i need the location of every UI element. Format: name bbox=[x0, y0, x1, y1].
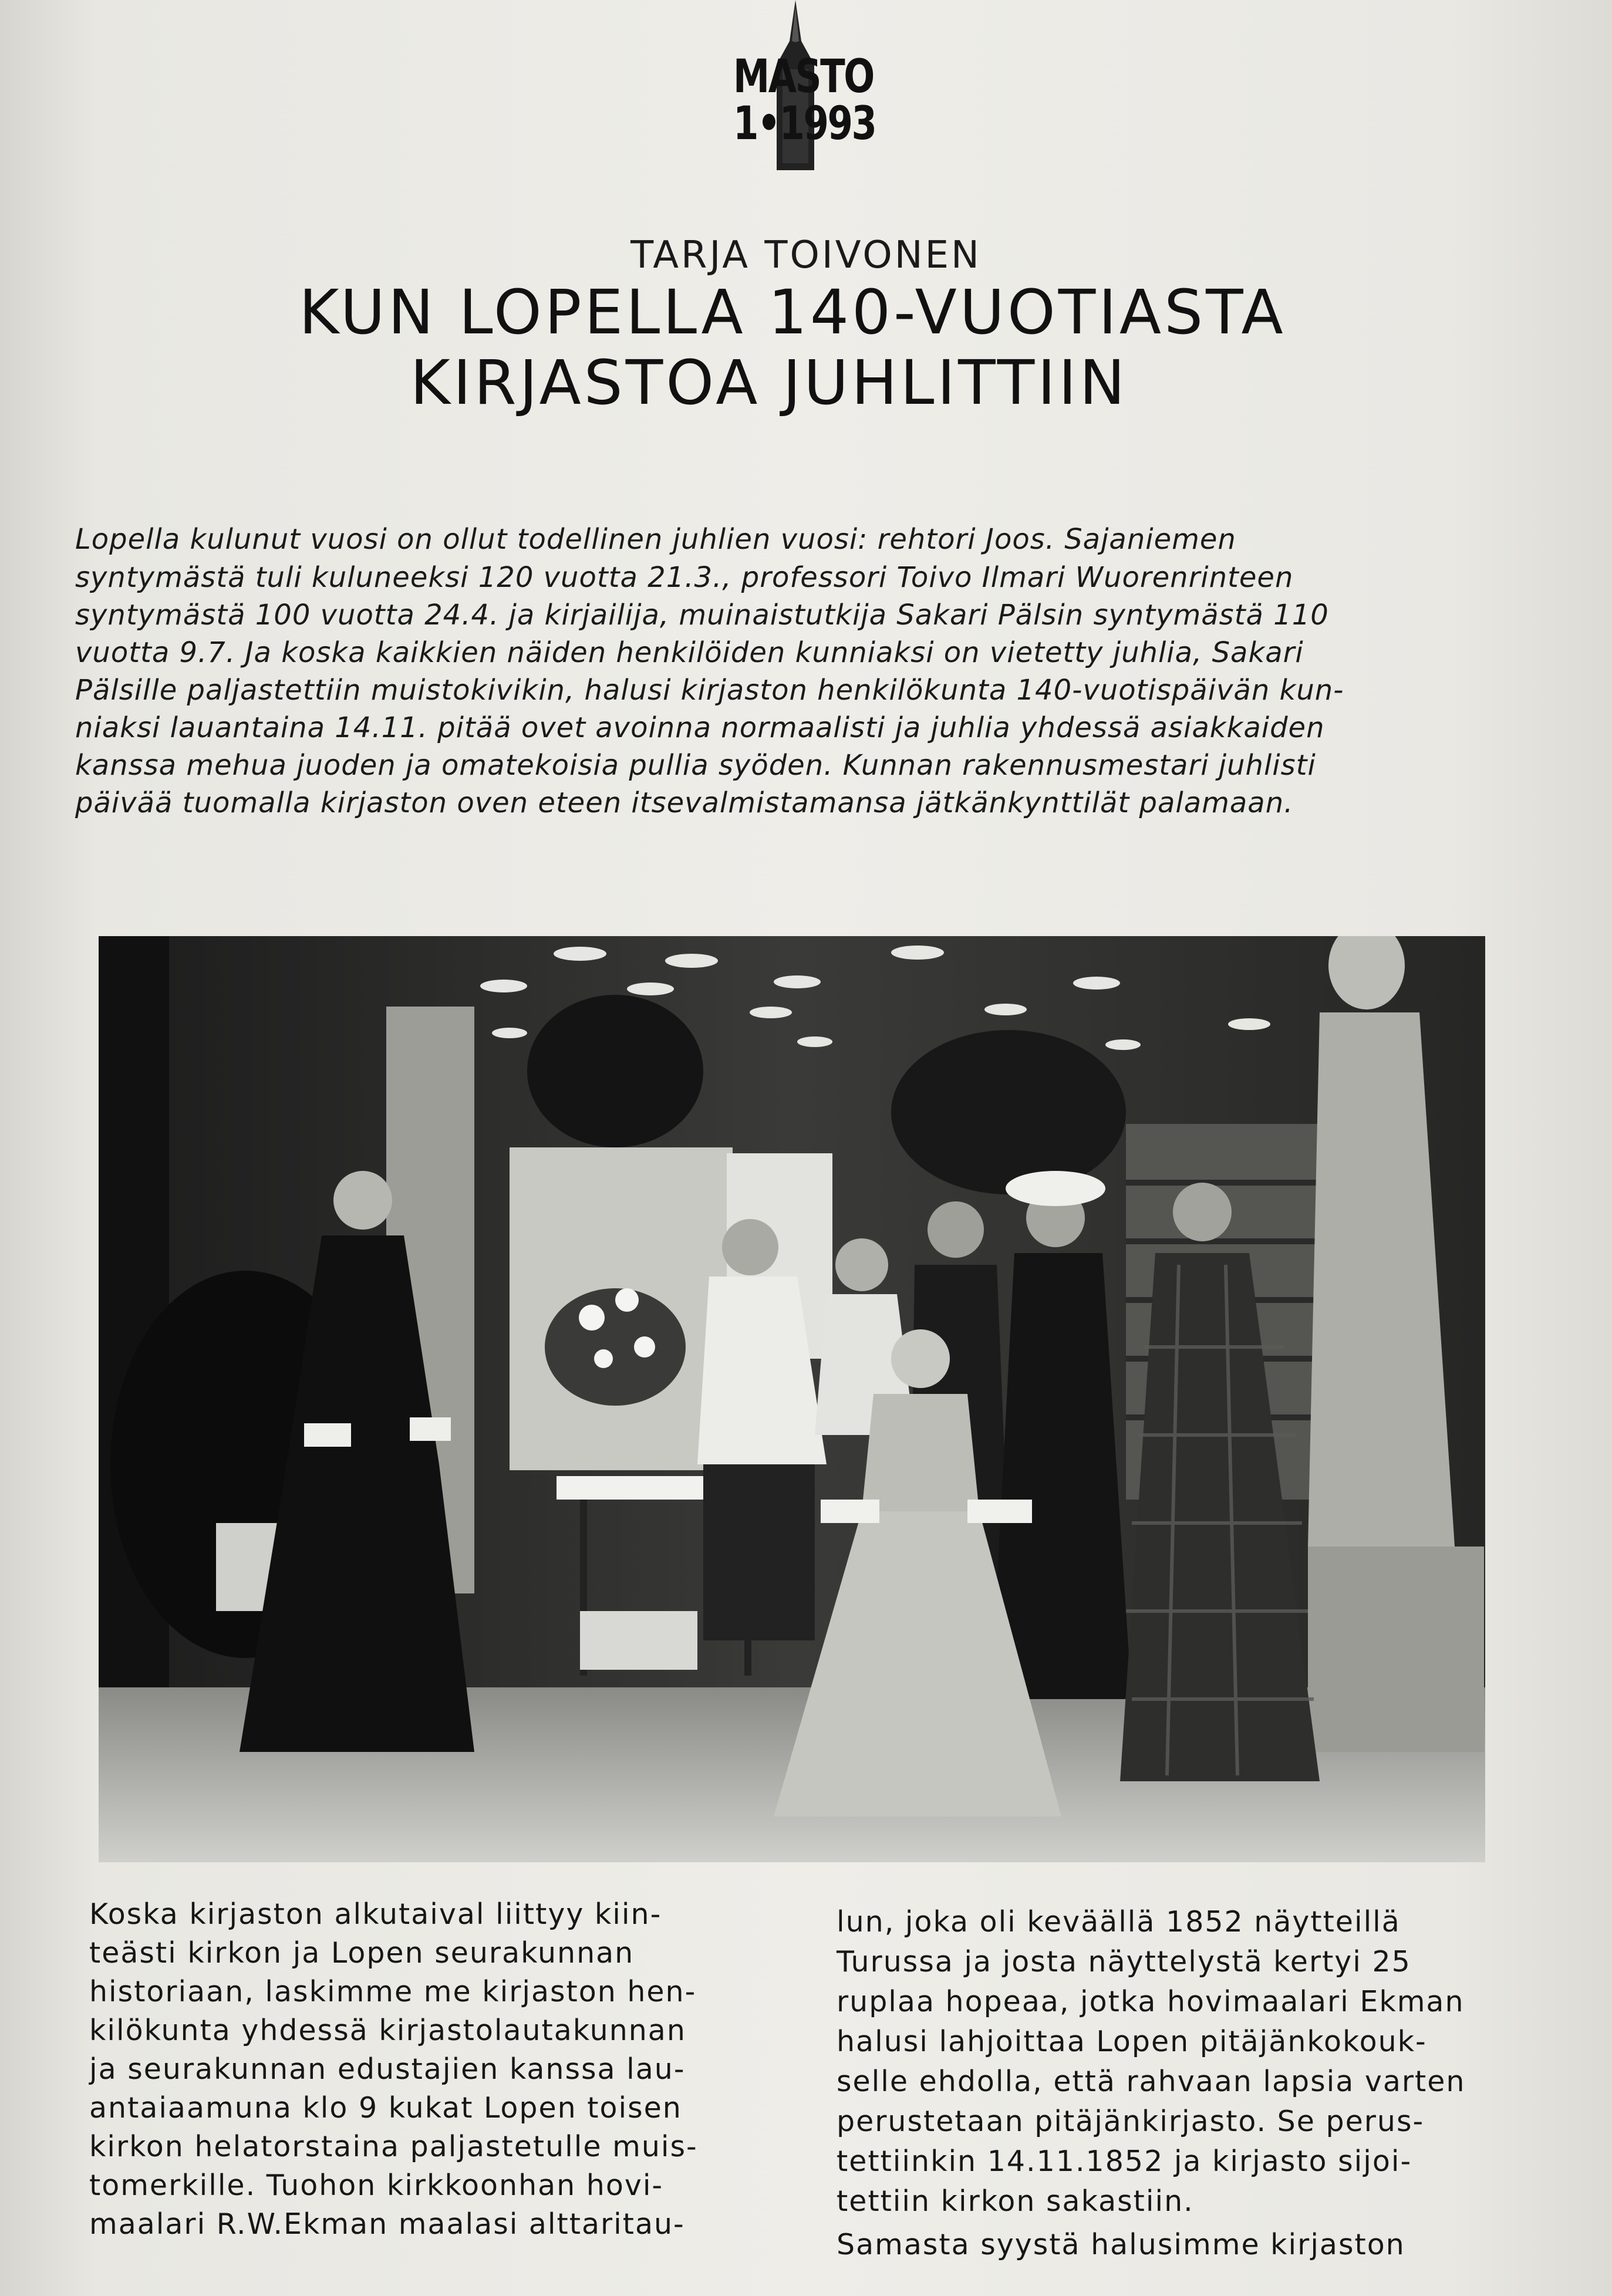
body-right-line: Turussa ja josta näyttelystä kertyi 25 bbox=[837, 1945, 1411, 1978]
body-right-line: tettiin kirkon sakastiin. bbox=[837, 2184, 1194, 2218]
body-right-line: Samasta syystä halusimme kirjaston bbox=[837, 2228, 1405, 2261]
intro-line: vuotta 9.7. Ja koska kaikkien näiden henkilöiden kunniaksi on vietetty juhlia, Sakari bbox=[75, 636, 1304, 669]
body-left-line: antaiaamuna klo 9 kukat Lopen toisen bbox=[89, 2091, 682, 2125]
article-title-line-1: KUN LOPELLA 140-VUOTIASTA bbox=[299, 276, 1286, 348]
body-right-line: halusi lahjoittaa Lopen pitäjänkokouk- bbox=[837, 2025, 1427, 2058]
intro-line: kanssa mehua juoden ja omatekoisia pullia syöden. Kunnan rakennusmestari juhlisti bbox=[75, 749, 1316, 782]
body-right-line: tettiinkin 14.11.1852 ja kirjasto sijoi- bbox=[837, 2145, 1412, 2178]
body-left-line: kilökunta yhdessä kirjastolautakunnan bbox=[89, 2014, 686, 2047]
body-left-line: kirkon helatorstaina paljastetulle muis- bbox=[89, 2130, 698, 2163]
body-left-line: tomerkille. Tuohon kirkkoonhan hovi- bbox=[89, 2169, 664, 2202]
article-title-line-2: KIRJASTOA JUHLITTIIN bbox=[410, 347, 1128, 418]
body-right-line: lun, joka oli keväällä 1852 näytteillä bbox=[837, 1905, 1401, 1939]
intro-line: syntymästä tuli kuluneeksi 120 vuotta 21.3., professori Toivo Ilmari Wuorenrinteen bbox=[75, 561, 1294, 594]
library-staff-photo bbox=[99, 936, 1485, 1862]
logo-issue-text: 1•1993 bbox=[733, 97, 876, 150]
intro-line: päivää tuomalla kirjaston oven eteen itsevalmistamansa jätkänkynttilät palamaan. bbox=[75, 786, 1294, 819]
body-right-line: selle ehdolla, että rahvaan lapsia varten bbox=[837, 2065, 1466, 2098]
body-right-line: ruplaa hopeaa, jotka hovimaalari Ekman bbox=[837, 1985, 1465, 2018]
article-author: TARJA TOIVONEN bbox=[630, 234, 982, 277]
body-left-line: historiaan, laskimme me kirjaston hen- bbox=[89, 1975, 697, 2008]
intro-line: Pälsille paljastettiin muistokivikin, halusi kirjaston henkilökunta 140-vuotispäivän kun- bbox=[75, 674, 1344, 707]
body-left-line: Koska kirjaston alkutaival liittyy kiin- bbox=[89, 1897, 662, 1931]
body-left-line: ja seurakunnan edustajien kanssa lau- bbox=[89, 2052, 686, 2086]
body-left-line: maalari R.W.Ekman maalasi alttaritau- bbox=[89, 2207, 685, 2241]
intro-line: Lopella kulunut vuosi on ollut todellinen juhlien vuosi: rehtori Joos. Sajaniemen bbox=[75, 523, 1236, 556]
intro-line: syntymästä 100 vuotta 24.4. ja kirjailija, muinaistutkija Sakari Pälsin syntymästä 110 bbox=[75, 599, 1329, 632]
body-left-line: teästi kirkon ja Lopen seurakunnan bbox=[89, 1936, 635, 1970]
intro-line: niaksi lauantaina 14.11. pitää ovet avoinna normaalisti ja juhlia yhdessä asiakkaiden bbox=[75, 711, 1325, 744]
body-right-line: perustetaan pitäjänkirjasto. Se perus- bbox=[837, 2105, 1425, 2138]
logo-masto-text: MASTO bbox=[733, 50, 874, 103]
